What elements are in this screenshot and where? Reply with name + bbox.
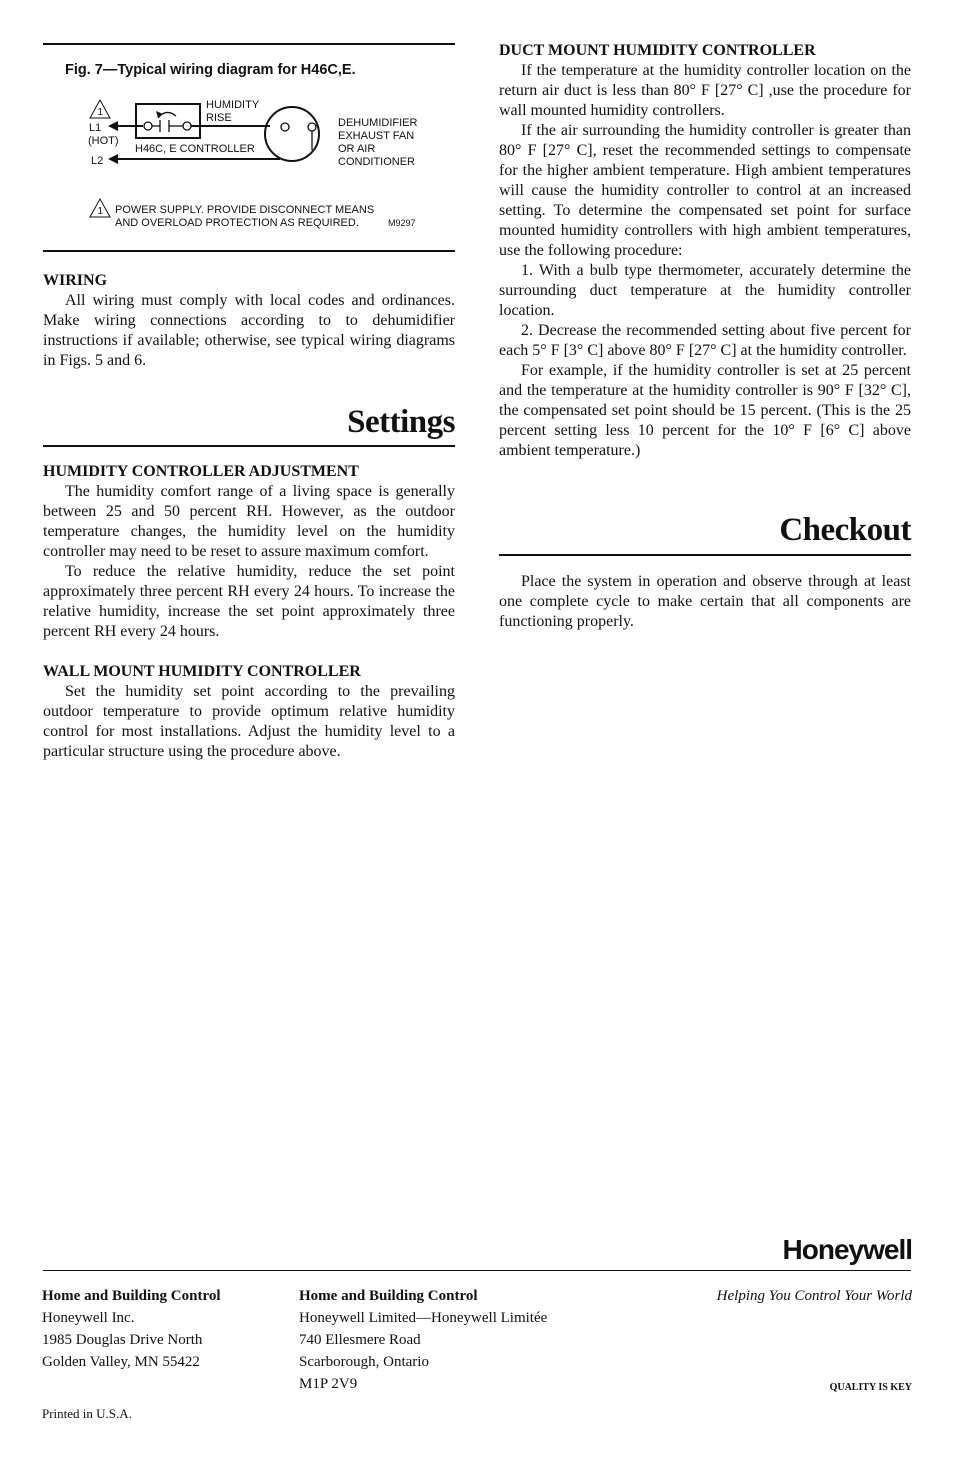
duct-example: For example, if the humidity controller is set at 25 percent and the temperature at the humidity controller is 90° F [32° C], the compensated set point should be 15 percent. (This is the 25 percent setting less 10 percent for the 10° F [6° C] above ambient temperature.)	[499, 362, 911, 459]
wall-mount-paragraph: Set the humidity set point according to the prevailing outdoor temperature to provide optimum relative humidity control for most installations. Adjust the humidity level to a particular structure using the procedure above.	[43, 683, 455, 760]
note-line: POWER SUPPLY. PROVIDE DISCONNECT MEANS	[115, 204, 375, 216]
quality-is-key: QUALITY IS KEY	[829, 1382, 912, 1393]
label-l1: L1	[89, 122, 102, 134]
wall-mount-heading: WALL MOUNT HUMIDITY CONTROLLER	[43, 663, 361, 680]
adjustment-paragraph: The humidity comfort range of a living space is generally between 25 and 50 percent RH. However, as the outdoor temperature changes, the humidity level on the humidity controller may need to be reset to assure maximum comfort.	[43, 483, 455, 560]
label-dehumidifier-line: DEHUMIDIFIER	[338, 117, 418, 129]
label-rise: RISE	[206, 112, 232, 124]
printed-in: Printed in U.S.A.	[42, 1406, 132, 1421]
warning-number: 1	[97, 206, 104, 217]
us-address-line: 1985 Douglas Drive North	[42, 1332, 203, 1348]
settings-title: Settings	[347, 404, 455, 440]
checkout-rule	[499, 554, 911, 556]
canada-address-line: Scarborough, Ontario	[299, 1354, 429, 1370]
wiring-heading: WIRING	[43, 272, 108, 289]
duct-mount-heading: DUCT MOUNT HUMIDITY CONTROLLER	[499, 42, 816, 59]
label-hot: (HOT)	[88, 135, 119, 147]
label-dehumidifier-line: CONDITIONER	[338, 156, 415, 168]
label-dehumidifier-line: EXHAUST FAN	[338, 130, 415, 142]
adjustment-heading: HUMIDITY CONTROLLER ADJUSTMENT	[43, 463, 359, 480]
us-address-line: Honeywell Inc.	[42, 1310, 135, 1326]
us-address-title: Home and Building Control	[42, 1288, 221, 1304]
wiring-diagram	[80, 92, 440, 234]
note-line: AND OVERLOAD PROTECTION AS REQUIRED.	[115, 217, 359, 229]
label-dehumidifier-line: OR AIR	[338, 143, 376, 155]
settings-rule	[43, 445, 455, 447]
figure-top-rule	[43, 43, 455, 45]
checkout-paragraph: Place the system in operation and observe through at least one complete cycle to make certain that all components are functioning properly.	[499, 573, 911, 630]
arrow-l2-icon	[108, 154, 118, 164]
controller-box	[136, 104, 200, 138]
canada-address-line: Honeywell Limited—Honeywell Limitée	[299, 1310, 548, 1326]
honeywell-logo: Honeywell	[782, 1234, 912, 1265]
wiring-paragraph: All wiring must comply with local codes and ordinances. Make wiring connections according to to dehumidifier instructions if available; otherwise, see typical wiring diagrams in Figs. 5 and 6.	[43, 292, 455, 369]
canada-address	[299, 1285, 547, 1395]
tagline: Helping You Control Your World	[716, 1288, 912, 1304]
figure-bottom-rule	[43, 250, 455, 252]
checkout-title: Checkout	[779, 512, 911, 548]
label-humidity: HUMIDITY	[206, 99, 260, 111]
warning-number: 1	[97, 107, 104, 118]
figure-code: M9297	[388, 218, 416, 228]
canada-address-line: 740 Ellesmere Road	[299, 1332, 421, 1348]
label-controller: H46C, E CONTROLLER	[135, 143, 255, 155]
duct-paragraph: If the temperature at the humidity controller location on the return air duct is less than 80° F [27° C] ,use the procedure for wall mounted humidity controllers.	[499, 62, 911, 119]
duct-step: 2. Decrease the recommended setting about five percent for each 5° F [3° C] above 80° F [27° C] at the humidity controller.	[499, 322, 911, 359]
us-address	[42, 1285, 221, 1373]
us-address-line: Golden Valley, MN 55422	[42, 1354, 200, 1370]
footer-rule	[43, 1270, 911, 1271]
duct-step: 1. With a bulb type thermometer, accurately determine the surrounding duct temperature at the humidity controller location.	[499, 262, 911, 319]
duct-paragraph: If the air surrounding the humidity controller is greater than 80° F [27° C], reset the recommended settings to compensate for the higher ambient temperature. High ambient temperatures will cause the humidity controller to control at an increased setting. To determine the compensated set point for surface mounted humidity controllers with high ambient temperatures, use the following procedure:	[499, 122, 911, 259]
label-l2: L2	[91, 155, 104, 167]
canada-address-title: Home and Building Control	[299, 1288, 478, 1304]
arrow-l1-icon	[108, 121, 118, 131]
load-circle	[265, 107, 319, 161]
figure-caption: Fig. 7—Typical wiring diagram for H46C,E.	[65, 62, 356, 78]
canada-address-line: M1P 2V9	[299, 1376, 358, 1392]
adjustment-paragraph: To reduce the relative humidity, reduce the set point approximately three percent RH every 24 hours. To increase the relative humidity, increase the set point approximately three percent RH every 24 hours.	[43, 563, 455, 640]
